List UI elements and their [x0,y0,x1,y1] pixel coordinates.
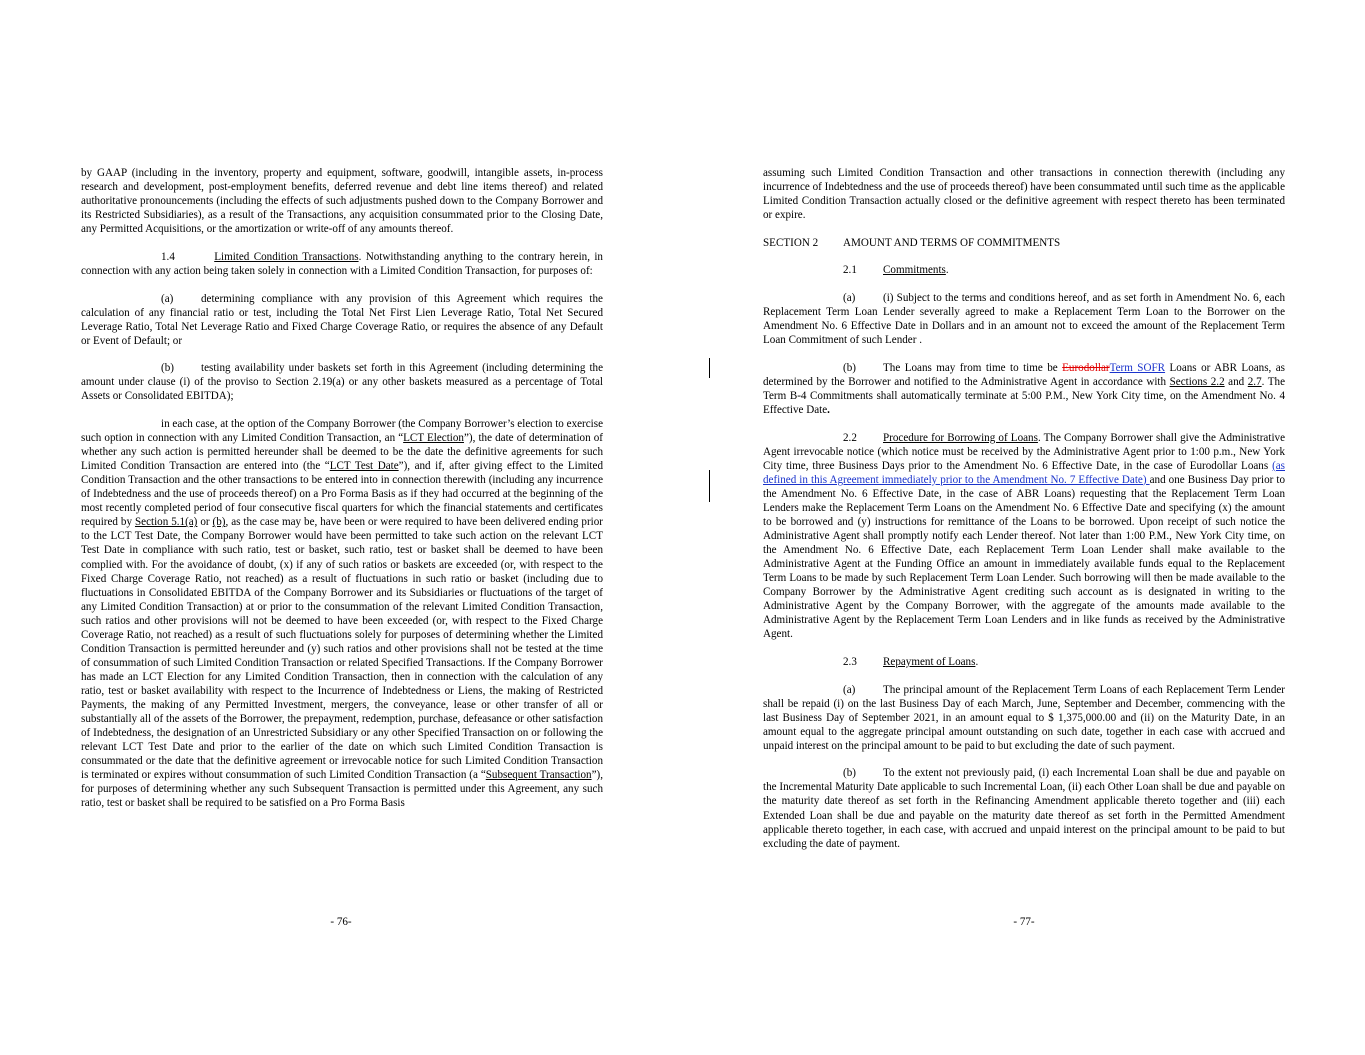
page-76 [0,0,682,1055]
section-2-3-number: 2.3 [843,655,857,668]
section-2-3-b-paragraph [763,766,1285,850]
text-run: . [945,264,949,277]
section-1-4-paragraph [81,250,603,278]
clause-b-label: (b) [161,362,174,375]
section-2-2-title: Procedure for Borrowing of Loans [883,431,1038,444]
text-run: ”), the date of determination of whether any such action is permitted hereunder shall be deemed to be the date the definitive agreements for such Limited Condition Transaction are entered into (the “ [81,432,603,473]
clause-b-label: (b) [843,361,856,374]
text-run: Loans or ABR Loans, as determined by the Borrower and notified to the Administrative Agent in accordance with [763,361,1285,388]
section-2-1-b-paragraph [763,361,1285,417]
section-2-title: AMOUNT AND TERMS OF COMMITMENTS [843,236,1061,249]
text-run: and [1224,375,1248,388]
section-2-heading [763,236,1285,250]
defined-term-subsequent-transaction: Subsequent Transaction [485,769,592,782]
clause-a-paragraph [81,292,603,348]
clause-a-text: (i) Subject to the terms and conditions hereof, and as set forth in Amendment No. 6, each Replacement Term Loan Lender severally agreed to make a Replacement Term Loan to the Borrower on the Amendment No. 6 Effective Date in Dollars and in an amount not to exceed the amount of the Replacement Term Loan Commitment of such Lender . [763,292,1285,347]
inserted-text-definition: (as defined in this Agreement immediately prior to the Amendment No. 7 Effective Date) [763,459,1285,486]
section-1-4-text: . Notwithstanding anything to the contrary herein, in connection with any action being taken solely in connection with a Limited Condition Transaction, for purposes of: [81,250,603,277]
text-run: The Loans may from time to time be [883,361,1063,374]
section-1-4-number: 1.4 [161,250,175,263]
clause-b-text: To the extent not previously paid, (i) each Incremental Loan shall be due and payable on the Incremental Maturity Date applicable to such Incremental Loan, (ii) each Other Loan shall be due and payable on the maturity date thereof as set forth in the Refinancing Amendment applicable thereto together and (iii) each Extended Loan shall be due and payable on the maturity date thereof as set forth in the Permitted Amendment applicable thereto together, in each case, with accrued and unpaid interest on the principal amount to be paid to but excluding the date of payment. [763,767,1285,850]
inserted-text-term-sofr: Term SOFR [1109,361,1166,374]
text-run: and one Business Day prior to the Amendment No. 6 Effective Date, in the case of ABR Loans) requesting that the Replacement Term Loan Lenders make the Replacement Term Loans on the Amendment No. 6 Effective Date and specifying (x) the amount to be borrowed and (y) instructions for remittance of the Loans to be borrowed. Upon receipt of such notice the Administrative Agent shall promptly notify each Lender thereof. Not later than 1:00 P.M., New York City time, on the Amendment No. 6 Effective Date, each Replacement Term Loan Lender shall make available to the Administrative Agent at the Funding Office an amount in immediately available funds equal to the Replacement Term Loans to be made by such Replacement Term Loan Lender. Such borrowing will then be made available to the Company Borrower by the Administrative Agent crediting such account as is designated in writing to the Administrative Agent by the Company Borrower, with the aggregate of the amounts made available to the Administrative Agent by the Replacement Term Loan Lenders and in like funds as received by the Administrative Agent. [763,473,1285,641]
section-2-1-heading [763,263,1285,277]
clause-b-label: (b) [843,767,856,780]
clause-a-label: (a) [843,292,856,305]
clause-a-text: The principal amount of the Replacement Term Loans of each Replacement Term Lender shall be repaid (i) on the last Business Day of each March, June, September and December, commencing with the last Business Day of September 2021, in an amount equal to $ 1,375,000.00 and (ii) on the Maturity Date, in an amount equal to the aggregate principal amount outstanding on such date, together in each case with accrued and unpaid interest on the principal amount to be paid to but excluding the date of such payment. [763,683,1285,752]
text-run: or [197,516,213,529]
section-2-1-title: Commitments [883,264,946,277]
deleted-text-eurodollar: Eurodollar [1062,361,1110,374]
text-run: . The Term B-4 Commitments shall automatically terminate at 5:00 P.M., New York City time, on the Amendment No. 4 Effective Date [763,375,1285,416]
text-run: ”), and if, after giving effect to the Limited Condition Transaction and the other transactions to be entered into in connection therewith (including any incurrence of Indebtedness and the use of proceeds thereof) on a Pro Forma Basis as if they had occurred at the beginning of the most recently completed period of four consecutive fiscal quarters for which the financial statements and certificates required by [81,460,603,529]
clause-a-label: (a) [843,683,856,696]
text-run: . [975,655,979,668]
gaap-paragraph: by GAAP (including in the inventory, property and equipment, software, goodwill, intangible assets, in-process research and development, post-employment benefits, deferred revenue and debt line items thereof) and related authoritative pronouncements (including the effects of such adjustments pushed down to the Company Borrower and its Restricted Subsidiaries), as a result of the Transactions, any acquisition consummated prior to the Closing Date, any Permitted Acquisitions, or the amortization or write-off of any amounts thereof. [81,167,603,236]
page-77 [683,0,1365,1055]
section-2-number: SECTION 2 [763,236,819,249]
defined-term-lct-election: LCT Election [403,432,464,445]
lct-election-paragraph [81,417,603,810]
section-1-4-title: Limited Condition Transactions [214,250,359,263]
page-76-text [81,166,603,824]
sections-2-2-reference: Sections 2.2 [1169,375,1225,388]
section-2-1-number: 2.1 [843,264,857,277]
page-number: - 77- [1013,916,1035,928]
section-5-1-a-reference: Section 5.1(a) [134,516,198,529]
lct-continuation-paragraph: assuming such Limited Condition Transaction and other transactions in connection therewith (including any incurrence of Indebtedness and the use of proceeds thereof) have been consummated until such time as the applicable Limited Condition Transaction actually closed or the definitive agreement with respect thereto has been terminated or expire. [763,167,1285,222]
section-2-2-number: 2.2 [843,431,857,444]
section-2-3-heading [763,655,1285,669]
text-run: in each case, at the option of the Company Borrower (the Company Borrower’s election to exercise such option in connection with any Limited Condition Transaction, an “ [81,418,603,445]
page-number: - 76- [330,916,352,928]
section-2-7-reference: 2.7 [1247,375,1262,388]
section-2-2-paragraph [763,431,1285,642]
page-77-text [763,166,1285,864]
text-run: , as the case may be, have been or were required to have been delivered ending prior to the LCT Test Date, the Company Borrower would have been permitted to take such action on the relevant LCT Test Date in compliance with such ratio, test or basket, such ratio, test or basket shall be deemed to have been complied with. For the avoidance of doubt, (x) if any of such ratios or baskets are exceeded (or, with respect to the Fixed Charge Coverage Ratio, not reached) as a result of fluctuations in such ratio or basket (including due to fluctuations in Consolidated EBITDA of the Company Borrower and its Subsidiaries or fluctuations of the target of any Limited Condition Transaction) at or prior to the consummation of the relevant Limited Condition Transaction, such ratios and other provisions will not be deemed to have been exceeded (or, with respect to the Fixed Charge Coverage Ratio, not reached) as a result of such fluctuations solely for purposes of determining whether the Limited Condition Transaction is permitted hereunder and (y) such ratios and other provisions shall not be tested at the time of consummation of such Limited Condition Transaction or related Specified Transactions. If the Company Borrower has made an LCT Election for any Limited Condition Transaction, then in connection with the calculation of any ratio, test or basket availability with respect to the Incurrence of Indebtedness or Liens, the making of Restricted Payments, the making of any Permitted Investment, mergers, the conveyance, lease or other transfer of all or substantially all of the assets of the Borrower, the prepayment, redemption, purchase, defeasance or other satisfaction of Indebtedness, the designation of an Unrestricted Subsidiary or any other Specified Transaction on or following the relevant LCT Test Date and prior to the earlier of the date on which such Limited Condition Transaction is consummated or the date that the definitive agreement or irrevocable notice for such Limited Condition Transaction is terminated or expires without consummation of such Limited Condition Transaction (a “ [81,516,603,782]
text-run: ”), for purposes of determining whether any such Subsequent Transaction is permitted under this Agreement, any such ratio, test or basket shall be required to be satisfied on a Pro Forma Basis [81,769,603,810]
section-2-1-a-paragraph [763,291,1285,347]
clause-b-paragraph [81,361,603,403]
text-run: . The Company Borrower shall give the Administrative Agent irrevocable notice (which notice must be received by the Administrative Agent prior to 1:00 p.m., New York City time, three Business Days prior to the Amendment No. 6 Effective Date, in the case of Eurodollar Loans [763,431,1285,472]
defined-term-lct-test-date: LCT Test Date [329,460,399,473]
clause-b-text: testing availability under baskets set forth in this Agreement (including determining the amount under clause (i) of the proviso to Section 2.19(a) or any other baskets measured as a percentage of Total Assets or Consolidated EBITDA); [81,362,603,403]
clause-a-label: (a) [161,292,174,305]
section-2-3-title: Repayment of Loans [883,655,976,668]
section-2-3-a-paragraph [763,683,1285,753]
text-run: . [827,403,830,416]
clause-b-reference: (b) [212,516,226,529]
clause-a-text: determining compliance with any provision of this Agreement which requires the calculation of any financial ratio or test, including the Total Net First Lien Leverage Ratio, Total Net Secured Leverage Ratio, Total Net Leverage Ratio and Fixed Charge Coverage Ratio, or requires the absence of any Default or Event of Default; or [81,292,603,347]
